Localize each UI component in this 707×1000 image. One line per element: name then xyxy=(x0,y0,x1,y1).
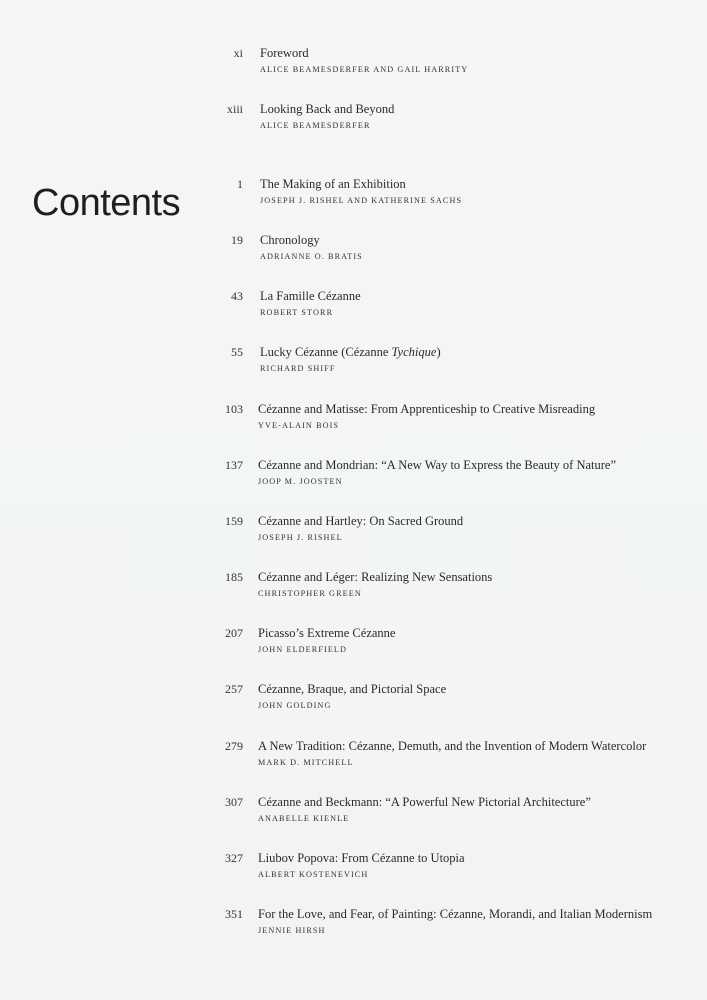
toc-entry-beckmann[interactable] xyxy=(0,794,707,834)
toc-entry-la-famille[interactable] xyxy=(0,288,707,328)
entry-title: Cézanne and Hartley: On Sacred Ground xyxy=(258,514,464,528)
toc-entry-picasso[interactable] xyxy=(0,625,707,665)
entry-author: JENNIE HIRSH xyxy=(258,926,326,935)
entry-author: RICHARD SHIFF xyxy=(260,364,336,373)
page-number: 159 xyxy=(225,514,243,528)
toc-entry-making-of-exhibition[interactable] xyxy=(0,176,707,216)
entry-title: La Famille Cézanne xyxy=(260,289,361,303)
toc-entry-mondrian[interactable] xyxy=(0,457,707,497)
page-number: 185 xyxy=(225,570,243,584)
page-number: 351 xyxy=(225,907,243,921)
toc-entry-foreword[interactable] xyxy=(0,45,707,85)
toc-entry-braque[interactable] xyxy=(0,681,707,721)
page-number: 307 xyxy=(225,795,243,809)
entry-author: ADRIANNE O. BRATIS xyxy=(260,252,363,261)
entry-author: JOOP M. JOOSTEN xyxy=(258,477,343,486)
page-number: xi xyxy=(233,46,243,60)
toc-entry-lucky-cezanne[interactable] xyxy=(0,344,707,384)
page-number: 137 xyxy=(225,458,243,472)
entry-author: ALICE BEAMESDERFER xyxy=(260,121,371,130)
entry-title: Looking Back and Beyond xyxy=(260,102,395,116)
entry-author: MARK D. MITCHELL xyxy=(258,758,354,767)
page-title: Contents xyxy=(32,182,181,224)
entry-author: JOHN ELDERFIELD xyxy=(258,645,348,654)
entry-title-italic: Tychique xyxy=(391,345,437,359)
toc-entry-popova[interactable] xyxy=(0,850,707,890)
entry-author: YVE-ALAIN BOIS xyxy=(258,421,340,430)
entry-title: Cézanne and Matisse: From Apprenticeship to Creative Misreading xyxy=(258,402,596,416)
page-number: 327 xyxy=(225,851,243,865)
toc-entry-demuth[interactable] xyxy=(0,738,707,778)
entry-title: For the Love, and Fear, of Painting: Cézanne, Morandi, and Italian Modernism xyxy=(258,907,653,921)
entry-title: Chronology xyxy=(260,233,320,247)
entry-author: ALICE BEAMESDERFER AND GAIL HARRITY xyxy=(260,65,469,74)
entry-title: A New Tradition: Cézanne, Demuth, and the Invention of Modern Watercolor xyxy=(258,739,647,753)
toc-entry-looking-back[interactable] xyxy=(0,101,707,141)
entry-title: Cézanne and Léger: Realizing New Sensations xyxy=(258,570,493,584)
entry-author: ANABELLE KIENLE xyxy=(258,814,350,823)
entry-author: CHRISTOPHER GREEN xyxy=(258,589,362,598)
entry-title: Cézanne and Beckmann: “A Powerful New Pictorial Architecture” xyxy=(258,795,591,809)
entry-title-main: Lucky Cézanne (Cézanne xyxy=(260,345,392,359)
page-number: 19 xyxy=(231,233,243,247)
entry-author: JOSEPH J. RISHEL AND KATHERINE SACHS xyxy=(260,196,463,205)
entry-title: Cézanne and Mondrian: “A New Way to Express the Beauty of Nature” xyxy=(258,458,617,472)
entry-author: ROBERT STORR xyxy=(260,308,334,317)
page-number: 207 xyxy=(225,626,243,640)
page-number: xiii xyxy=(226,102,243,116)
entry-title-end: ) xyxy=(436,345,441,359)
page-number: 1 xyxy=(237,177,243,191)
toc-entry-leger[interactable] xyxy=(0,569,707,609)
toc-entry-hartley[interactable] xyxy=(0,513,707,553)
entry-title: Liubov Popova: From Cézanne to Utopia xyxy=(258,851,465,865)
page-number: 55 xyxy=(231,345,243,359)
entry-title: Picasso’s Extreme Cézanne xyxy=(258,626,396,640)
page-number: 103 xyxy=(225,402,243,416)
entry-author: JOSEPH J. RISHEL xyxy=(258,533,343,542)
entry-author: ALBERT KOSTENEVICH xyxy=(258,870,369,879)
entry-title: The Making of an Exhibition xyxy=(260,177,406,191)
toc-entry-chronology[interactable] xyxy=(0,232,707,272)
toc-entry-matisse[interactable] xyxy=(0,401,707,441)
entry-author: JOHN GOLDING xyxy=(258,701,332,710)
entry-title: Cézanne, Braque, and Pictorial Space xyxy=(258,682,447,696)
page-number: 43 xyxy=(231,289,243,303)
toc-entry-morandi[interactable] xyxy=(0,906,707,946)
entry-title xyxy=(260,344,441,360)
page-number: 257 xyxy=(225,682,243,696)
page-number: 279 xyxy=(225,739,243,753)
entry-title: Foreword xyxy=(260,46,309,60)
